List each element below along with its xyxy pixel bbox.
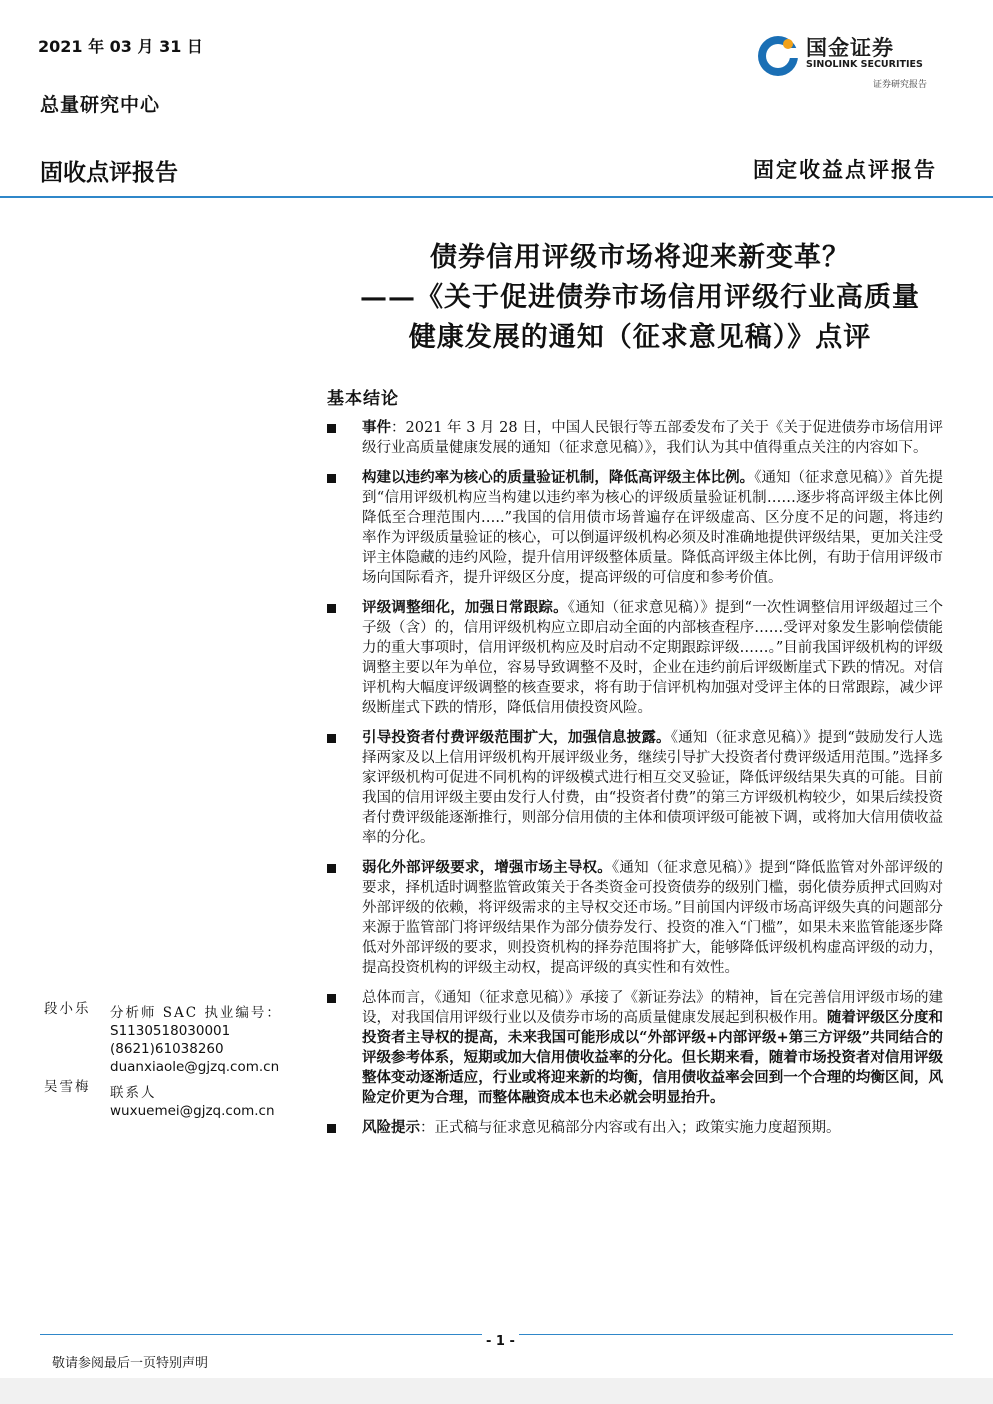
bullet-external-rating <box>327 858 943 978</box>
bullet-text: ：2021 年 3 月 28 日，中国人民银行等五部委发布了关于《关于促进债券市场信用评级行业高质量健康发展的通知（征求意见稿）》，我们认为其中值得重点关注的内容如下。 <box>362 420 944 456</box>
header-rule <box>0 196 993 198</box>
bullet-text: ：正式稿与征求意见稿部分内容或有出入；政策实施力度超预期。 <box>420 1120 841 1136</box>
sinolink-logo <box>756 32 946 92</box>
analyst-role: 联系人 <box>110 1085 157 1101</box>
bullet-bold: 构建以违约率为核心的质量验证机制，降低高评级主体比例。 <box>362 469 755 486</box>
bullet-square-icon <box>327 424 336 433</box>
bullet-risk <box>327 1118 943 1138</box>
report-category: 固定收益点评报告 <box>753 157 937 182</box>
sinolink-logo-icon <box>756 34 800 78</box>
bullet-text: 《通知（征求意见稿）》提到“降低监管对外部评级的要求，择机适时调整监管政策关于各类资金可投资债券的级别门槛，弱化债券质押式回购对外部评级的依赖，将评级需求的主导权交还市场。”目前国内评级市场高评级失真的问题部分来源于监管部门将评级结果作为部分债券发行、投资的准入“门槛”，如果未来监管能逐步降低对外部评级的要求，则投资机构的择券范围将扩大，能够降低评级机构虚高评级的动力，提高投资机构的评级主动权，提高评级的真实性和有效性。 <box>362 860 943 976</box>
bullet-square-icon <box>327 994 336 1003</box>
page-number: - 1 - <box>482 1334 519 1349</box>
title-line-1: 债券信用评级市场将迎来新变革？ <box>430 242 850 273</box>
bullet-bold: 评级调整细化，加强日常跟踪。 <box>362 599 568 616</box>
bullet-text: 总体而言，《通知（征求意见稿）》承接了《新证券法》的精神，旨在完善信用评级市场的建设，对我国信用评级行业以及债券市场的高质量健康发展起到积极作用。 <box>362 990 943 1026</box>
bullet-investor-paid <box>327 728 943 848</box>
bullet-rating-adjustment <box>327 598 943 718</box>
analyst-2-name <box>44 1078 91 1096</box>
bullet-square-icon <box>327 734 336 743</box>
analyst-phone: (8621)61038260 <box>110 1041 224 1057</box>
analyst-email[interactable]: wuxuemei@gjzq.com.cn <box>110 1103 275 1119</box>
bullet-square-icon <box>327 1124 336 1133</box>
bullet-summary <box>327 988 943 1108</box>
bullet-bold: 事件 <box>362 419 392 436</box>
report-type: 固收点评报告 <box>40 160 178 186</box>
analyst-1-name <box>44 1000 91 1018</box>
research-center-name: 总量研究中心 <box>40 94 161 116</box>
analyst-sac-id: S1130518030001 <box>110 1023 231 1039</box>
bullet-event <box>327 418 943 458</box>
report-title <box>300 238 980 358</box>
logo-en-text: SINOLINK SECURITIES <box>806 59 923 70</box>
analyst-1-info <box>110 1004 282 1076</box>
analyst-email[interactable]: duanxiaole@gjzq.com.cn <box>110 1059 280 1075</box>
bullet-square-icon <box>327 864 336 873</box>
analyst-2-info <box>110 1084 275 1120</box>
bullet-text: 《通知（征求意见稿）》提到“一次性调整信用评级超过三个子级（含）的，信用评级机构应立即启动全面的内部核查程序……受评对象发生影响偿债能力的重大事项时，信用评级机构应及时启动不定期跟踪评级……。”目前我国评级机构的评级调整主要以年为单位，容易导致调整不及时，企业在违约前后评级断崖式下跌的情况。对信评机构大幅度评级调整的核查要求，将有助于信评机构加强对受评主体的日常跟踪，减少评级断崖式下跌的情形，降低信用债投资风险。 <box>362 600 943 716</box>
conclusion-list <box>327 418 943 1148</box>
bullet-bold: 随着评级区分度和投资者主导权的提高，未来我国可能形成以“外部评级+内部评级+第三方评级”共同结合的评级参考体系，短期或加大信用债收益率的分化。但长期来看，随着市场投资者对信用评级整体变动逐渐适应，行业或将迎来新的均衡，信用债收益率会回到一个合理的均衡区间，风险定价更为合理，而整体融资成本也未必就会明显抬升。 <box>362 1009 944 1106</box>
bullet-bold: 弱化外部评级要求，增强市场主导权。 <box>362 859 612 876</box>
bullet-square-icon <box>327 604 336 613</box>
title-line-2: ——《关于促进债券市场信用评级行业高质量 <box>360 282 920 313</box>
bullet-square-icon <box>327 474 336 483</box>
section-heading: 基本结论 <box>327 389 399 409</box>
logo-cn-text: 国金证券 <box>806 36 894 60</box>
bullet-bold: 引导投资者付费评级范围扩大，加强信息披露。 <box>362 729 671 746</box>
bullet-default-rate <box>327 468 943 588</box>
title-line-3: 健康发展的通知（征求意见稿）》点评 <box>408 322 872 353</box>
bullet-text: 《通知（征求意见稿）》首先提到“信用评级机构应当构建以违约率为核心的评级质量验证机制……逐步将高评级主体比例降低至合理范围内…..”我国的信用债市场普遍存在评级虚高、区分度不足的问题，将违约率作为评级质量验证的核心，可以倒逼评级机构必须及时准确地提供评级结果，更加关注受评主体隐藏的违约风险，提升信用评级整体质量。降低高评级主体比例，有助于信用评级市场向国际看齐，提升评级区分度，提高评级的可信度和参考价值。 <box>362 470 944 586</box>
bullet-bold: 风险提示 <box>362 1119 420 1136</box>
analyst-role: 分析师 SAC 执业编号： <box>110 1005 282 1021</box>
logo-subtitle: 证券研究报告 <box>873 80 928 90</box>
report-date: 2021 年 03 月 31 日 <box>38 37 203 56</box>
analyst-name: 段小乐 <box>44 1001 91 1017</box>
bullet-text: 《通知（征求意见稿）》提到“鼓励发行人选择两家及以上信用评级机构开展评级业务，继续引导扩大投资者付费评级适用范围。”选择多家评级机构可促进不同机构的评级模式进行相互交叉验证，降低评级结果失真的可能。目前我国的信用评级主要由发行人付费，由“投资者付费”的第三方评级机构较少，如果后续投资者付费评级能逐渐推行，则部分信用债的主体和债项评级可能被下调，或将加大信用债收益率的分化。 <box>362 730 943 846</box>
bottom-band <box>0 1378 993 1404</box>
analyst-name: 吴雪梅 <box>44 1079 91 1095</box>
disclaimer-note: 敬请参阅最后一页特别声明 <box>52 1356 209 1371</box>
